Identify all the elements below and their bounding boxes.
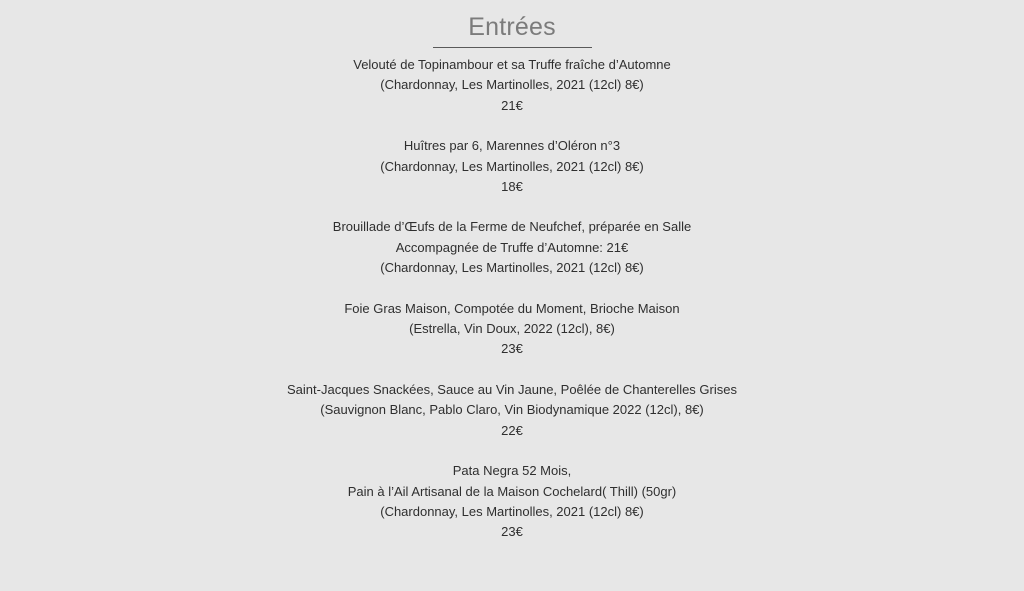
dish-price: 18€ — [501, 179, 523, 195]
menu-item — [0, 217, 1024, 278]
dish-name: Huîtres par 6, Marennes d’Oléron n°3 — [403, 138, 621, 154]
dish-price: 22€ — [501, 422, 523, 438]
title-divider — [433, 47, 592, 48]
dish-accompaniment: Accompagnée de Truffe d’Automne: 21€ — [395, 239, 629, 255]
dish-price: 23€ — [501, 524, 523, 540]
menu-item — [0, 55, 1024, 116]
wine-pairing: (Estrella, Vin Doux, 2022 (12cl), 8€) — [409, 321, 615, 337]
menu-item — [0, 380, 1024, 441]
menu-items-list — [0, 55, 1024, 563]
dish-accompaniment: Pain à l’Ail Artisanal de la Maison Cochelard( Thill) (50gr) — [347, 483, 677, 499]
wine-pairing: (Chardonnay, Les Martinolles, 2021 (12cl) 8€) — [380, 260, 644, 276]
dish-name: Brouillade d’Œufs de la Ferme de Neufchef, préparée en Salle — [332, 219, 692, 235]
section-title: Entrées — [468, 13, 556, 41]
dish-name: Saint-Jacques Snackées, Sauce au Vin Jaune, Poêlée de Chanterelles Grises — [287, 381, 737, 397]
menu-item — [0, 299, 1024, 360]
dish-name: Pata Negra 52 Mois, — [452, 463, 572, 479]
dish-price: 21€ — [501, 97, 523, 113]
wine-pairing: (Chardonnay, Les Martinolles, 2021 (12cl) 8€) — [380, 77, 644, 93]
dish-price: 23€ — [501, 341, 523, 357]
wine-pairing: (Sauvignon Blanc, Pablo Claro, Vin Biodynamique 2022 (12cl), 8€) — [320, 402, 704, 418]
menu-item — [0, 461, 1024, 543]
dish-name: Velouté de Topinambour et sa Truffe fraîche d’Automne — [353, 57, 671, 72]
menu-item — [0, 136, 1024, 197]
dish-name: Foie Gras Maison, Compotée du Moment, Brioche Maison — [344, 300, 680, 316]
wine-pairing: (Chardonnay, Les Martinolles, 2021 (12cl) 8€) — [380, 503, 644, 519]
wine-pairing: (Chardonnay, Les Martinolles, 2021 (12cl) 8€) — [380, 158, 644, 174]
